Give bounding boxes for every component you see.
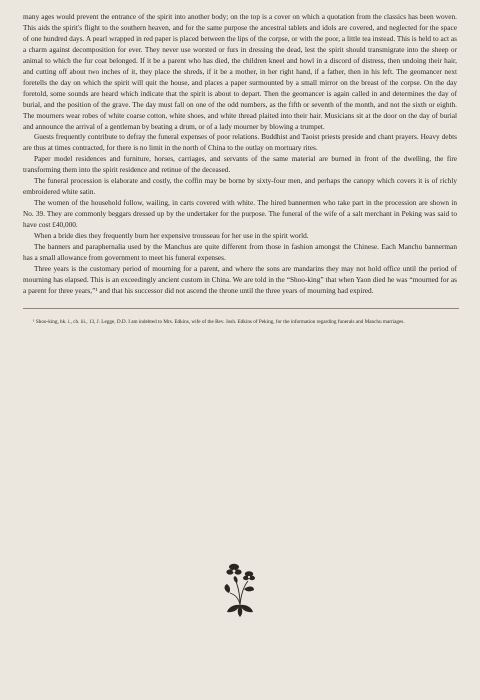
paragraph-6: When a bride dies they frequently burn her expensive trousseau for her use in the spirit world.: [34, 231, 309, 241]
flower-ornament-icon: [221, 555, 259, 619]
paragraph-1: many ages would prevent the entrance of the spirit into another body; on the top is a cover on which a quotation from the classics has been woven. This aids the spirit's flight to the southern heaven, and for the same purpose the ancestral tablets and idols are covered, and neglected for the space of one hundred days. A pearl wrapped in red paper is placed between the lips of the corpse, or with the poor, a little tea instead. This is held to act as a charm against decomposition for ever. They never use worsted or furs in dressing the dead, lest the spirit should transmigrate into the sheep or animal to which the fur coat belonged. If it be a parent who has died, the children kneel and howl in a discord of distress, then undoing their hair, and cutting off about two inches of it, they place the shreds, if it be a mother, in her right hand, if a father, then in his left. The geomancer next foretells the day on which the spirit will quit the house, and places a paper surmounted by a small mirror on the breast of the corpse. On the day foretold, some sounds are heard which indicate that the spirit is about to depart. Then the geomancer is again called in and determines the day of burial, and the position of the grave. The day must fall on one of the odd numbers, as the fifth or seventh of the month, and not the sixth or eighth. The mourners wear robes of white coarse cotton, white shoes, and white thread plaited into their hair. Musicians sit at the door on the day of burial and announce the arrival of a gentleman by beating a drum, or of a lady mourner by blowing a trumpet.: [23, 12, 457, 131]
footnote: ¹ Shoo-king, bk. i., ch. iii., 13, J. Legge, D.D. I am indebted to Mrs. Edkins, wife of the Rev. Josh. Edkins of Peking, for the information regarding funerals and Manchu marriages.: [33, 318, 405, 325]
paragraph-4: The funeral procession is elaborate and costly, the coffin may be borne by sixty-four men, and perhaps the canopy which covers it is of richly embroidered white satin.: [23, 176, 457, 197]
paragraph-2: Guests frequently contribute to defray the funeral expenses of poor relations. Buddhist and Taoist priests preside and chant prayers. Heavy debts are thus at times contracted, for there is no limit in the north of China to the outlay on mortuary rites.: [23, 132, 457, 153]
paragraph-3: Paper model residences and furniture, horses, carriages, and servants of the same material are burned in front of the dwelling, the fire transforming them into the spirit residence and retinue of the deceased.: [23, 154, 457, 175]
footnote-divider: [23, 308, 459, 309]
paragraph-5: The women of the household follow, wailing, in carts covered with white. The hired bannermen who take part in the procession are shown in No. 39. They are commonly beggars dressed up by the undertaker for the purpose. The funeral of the wife of a salt merchant in Peking was said to have cost £40,000.: [23, 198, 457, 230]
body-text: [23, 12, 457, 297]
paragraph-7: The banners and paraphernalia used by the Manchus are quite different from those in fashion amongst the Chinese. Each Manchu bannerman has a small allowance from government to meet his funeral expenses.: [23, 242, 457, 262]
paragraph-8: Three years is the customary period of mourning for a parent, and where the sons are mandarins they may not hold office until the period of mourning has elapsed. This is an exceedingly ancient custom in China. We are told in the “Shoo-king” that when Yaon died he was “mourned for as a parent for three years,”¹ and that his successor did not ascend the throne until the three years of mourning had expired.: [23, 263, 457, 295]
